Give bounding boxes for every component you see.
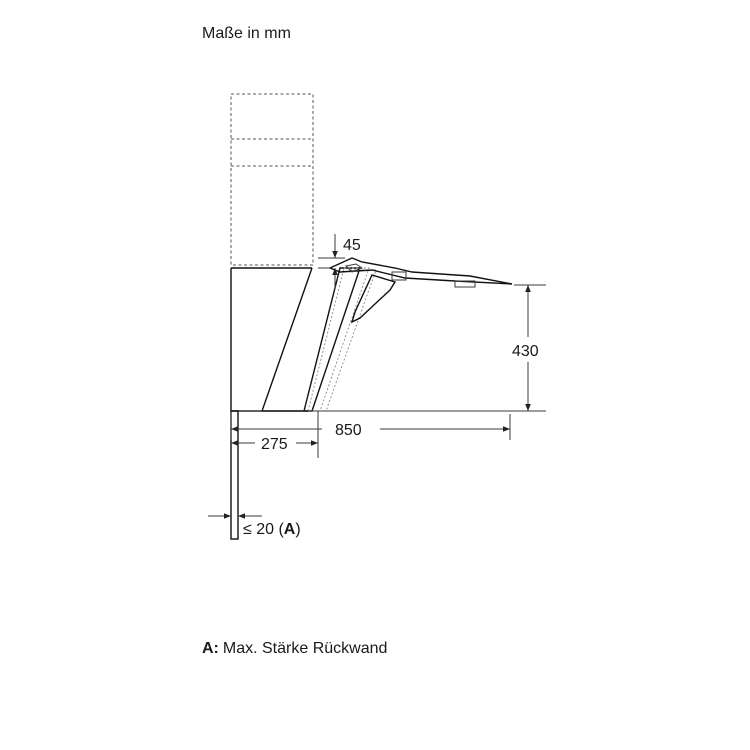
- chimney-outline: [231, 94, 313, 265]
- dim-wall-thickness-label: ≤ 20 (A): [243, 521, 301, 538]
- hood-body: [231, 268, 360, 411]
- dim-total-width-label: 850: [335, 422, 362, 439]
- dim-depth-label: 275: [261, 436, 288, 453]
- dim-height-label: 430: [512, 343, 539, 360]
- units-note: Maße in mm: [202, 25, 291, 42]
- legend-note: A: Max. Stärke Rückwand: [202, 640, 388, 657]
- rear-wall: [231, 411, 238, 539]
- dim-gap-label: 45: [343, 237, 361, 254]
